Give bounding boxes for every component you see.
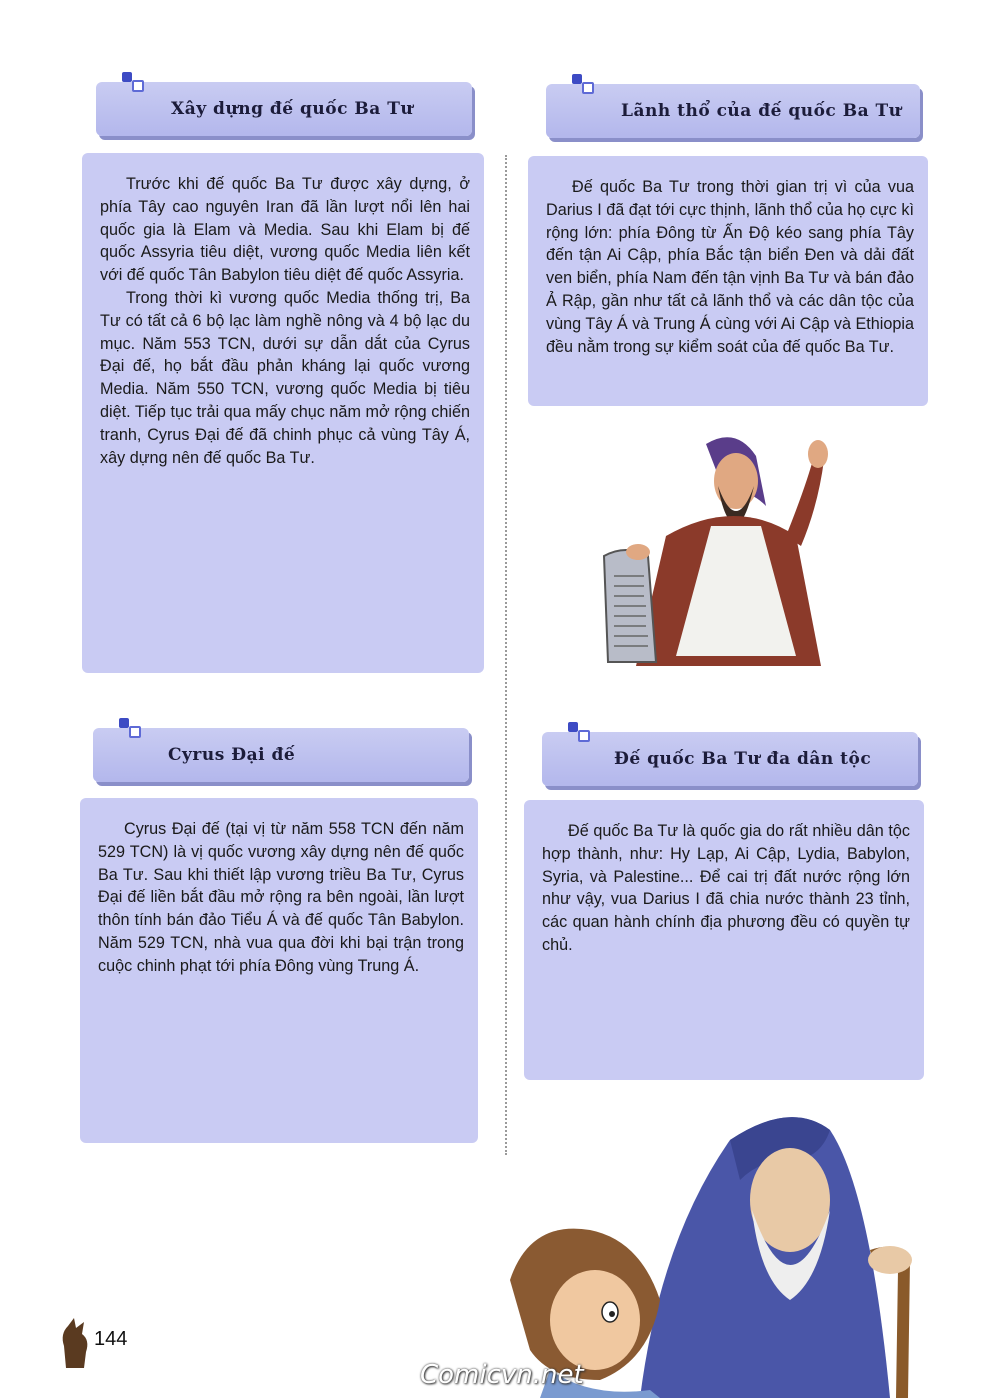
decor-square-icon <box>572 74 582 84</box>
old-man-and-boy-illustration <box>490 1100 1000 1398</box>
sage-with-tablet-illustration <box>596 426 836 670</box>
section-title: Xây dựng đế quốc Ba Tư <box>171 99 414 119</box>
page-corner-figure-icon <box>58 1318 92 1368</box>
section-header-4 <box>542 732 918 786</box>
decor-square-icon <box>568 722 578 732</box>
decor-square-icon <box>132 80 144 92</box>
decor-square-icon <box>578 730 590 742</box>
section-body-4 <box>524 800 924 1080</box>
decor-square-icon <box>582 82 594 94</box>
section-title: Cyrus Đại đế <box>168 745 296 765</box>
paragraph: Cyrus Đại đế (tại vị từ năm 558 TCN đến năm 529 TCN) là vị quốc vương xây dựng nên đế quốc Ba Tư. Sau khi thiết lập vương triều Ba Tư, Cyrus Đại đế liền bắt đầu mở rộng ra bên ngoài, lần lượt thôn tính bán đảo Tiểu Á và đế quốc Tân Babylon. Năm 529 TCN, nhà vua qua đời khi bại trận trong cuộc chinh phạt tới phía Đông vùng Trung Á. <box>98 820 464 975</box>
section-title: Đế quốc Ba Tư đa dân tộc <box>614 749 872 769</box>
decor-square-icon <box>119 718 129 728</box>
paragraph: Trước khi đế quốc Ba Tư được xây dựng, ở phía Tây cao nguyên Iran đã lần lượt nổi lên hai quốc gia là Elam và Media. Sau khi Elam bị đế quốc Assyria tiêu diệt, vương quốc Media liên kết với đế quốc Tân Babylon tiêu diệt đế quốc Assyria. <box>100 175 470 285</box>
section-header-1 <box>96 82 472 136</box>
paragraph: Đế quốc Ba Tư là quốc gia do rất nhiều dân tộc hợp thành, như: Hy Lạp, Ai Cập, Lydia, Babylon, Syria, và Palestine... Để cai trị đất nước rộng lớn như vậy, vua Darius I đã chia nước thành 23 tỉnh, các quan hành chính địa phương đều có quyền tự chủ. <box>542 822 910 954</box>
page-number: 144 <box>94 1328 128 1350</box>
section-body-3 <box>80 798 478 1143</box>
column-divider <box>505 155 507 1155</box>
decor-square-icon <box>129 726 141 738</box>
decor-square-icon <box>122 72 132 82</box>
section-body-2 <box>528 156 928 406</box>
watermark: Comicvn.net <box>420 1360 584 1390</box>
section-body-1 <box>82 153 484 673</box>
section-header-2 <box>546 84 920 138</box>
section-header-3 <box>93 728 469 782</box>
paragraph: Đế quốc Ba Tư trong thời gian trị vì của vua Darius I đã đạt tới cực thịnh, lãnh thổ của họ cực kì rộng lớn: phía Đông từ Ấn Độ kéo sang phía Tây đến tận Ai Cập, phía Bắc tận biển Đen và dải đất ven biển, phía Nam đến tận vịnh Ba Tư và bán đảo Ả Rập, gần như tất cả lãnh thổ và các dân tộc của vùng Tây Á và Trung Á cùng với Ai Cập và Ethiopia đều nằm trong sự kiểm soát của đế quốc Ba Tư. <box>546 178 914 356</box>
paragraph: Trong thời kì vương quốc Media thống trị, Ba Tư có tất cả 6 bộ lạc làm nghề nông và 4 bộ lạc du mục. Năm 553 TCN, dưới sự dẫn dắt của Cyrus Đại đế, họ bắt đầu phản kháng lại quốc vương Media. Năm 550 TCN, vương quốc Media bị tiêu diệt. Tiếp tục trải qua mấy chục năm mở rộng chiến tranh, Cyrus Đại đế đã chinh phục cả vùng Tây Á, xây dựng nên đế quốc Ba Tư. <box>100 288 470 467</box>
section-title: Lãnh thổ của đế quốc Ba Tư <box>621 101 902 121</box>
